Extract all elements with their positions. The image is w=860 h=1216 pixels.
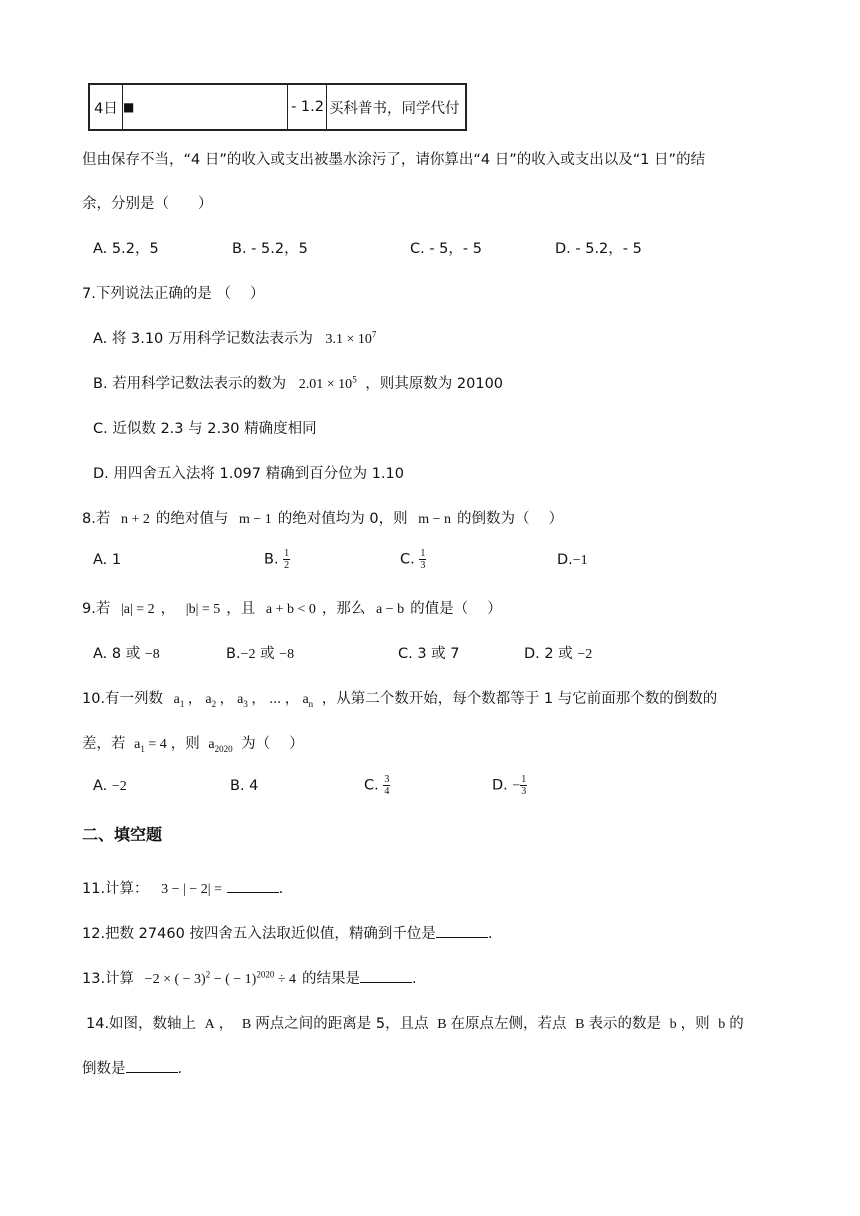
q10-line1 [82,687,717,708]
q14-var-b-2: b [718,1017,726,1032]
q10-option-b: B. 4 [230,778,259,794]
q9-b-or: 或 [260,646,275,662]
q8-c-fraction [419,548,426,571]
q13-end: . [412,971,417,987]
q9-a-label: A. 8 或 [93,646,141,662]
q9-expr3: a + b < 0 [265,602,316,617]
q10-expr1: $a_1 = 4$ [134,737,167,754]
q6-text-line1: 但由保存不当，“4 日”的收入或支出被墨水涂污了，请你算出“4 日”的收入或支出以及“1 日”的结 [82,152,706,168]
q6-option-a: A. 5.2，5 [93,241,159,257]
q9-option-b [226,642,294,663]
q10-a-math: −2 [111,779,127,794]
q11 [82,877,283,898]
q8-expr3: m − n [418,512,452,527]
q13-stem: 13.计算 [82,971,135,987]
q7-option-d: D. 用四舍五入法将 1.097 精确到百分位为 1.10 [93,466,405,482]
q9-stem-b: ，且 [226,601,256,617]
q10-option-a [93,778,127,795]
q9-stem-a: 9.若 [82,601,111,617]
q6-option-d: D. - 5.2，- 5 [555,241,642,257]
q14-e: ，则 [680,1016,710,1032]
q10-option-d [492,774,527,797]
q14-d: 表示的数是 [588,1016,661,1032]
q8-option-b [264,548,290,571]
q9-d-label: D. 2 或 [524,646,573,662]
q7-option-a [93,327,376,348]
q14-end: . [177,1061,183,1077]
section-heading: 二、填空题 [82,825,163,844]
q8-stem-d: 的倒数为（ ） [457,511,564,527]
q10-line2-a: 差，若 [82,736,126,752]
q8-stem-b: 的绝对值与 [155,511,229,527]
q7-a-exp: 7 [371,329,377,340]
q13 [82,967,417,988]
q10-d-sign: − [512,778,521,794]
q14-a: 14.如图，数轴上 [86,1016,197,1032]
q8-stem [82,507,563,528]
q7-stem: 7.下列说法正确的是 （ ） [82,286,265,302]
q8-d-label: D. [557,552,573,568]
q14-line1: 14.如图，数轴上 A ， B 两点之间的距离是 5，且点 B 在原点左侧，若点 B 表示的数是 b ，则 b 的 [86,1016,744,1032]
q6-text-line2: 余，分别是（ ） [82,196,213,212]
q10-c-fraction: $\frac{3}{4}$ [384,774,390,797]
q13-expr: −2 × ( − 3)$^2$ − ( − 1)$^{2020}$ ÷ 4 [144,969,296,987]
q9-option-c: C. 3 或 7 [398,646,460,662]
q10-stem-a: 10.有一列数 [82,691,164,707]
q13-tail: 的结果是 [302,971,360,987]
q9-d-math: −2 [577,647,593,662]
q9-option-a [93,642,160,663]
q10-d-label: D. [492,777,508,794]
q8-d-math: −1 [572,553,588,568]
q8-c-label: C. [400,551,415,568]
q14-b: 两点之间的距离是 5，且点 [255,1016,429,1032]
blotted-amount-cell [123,84,288,130]
q11-tail: . [278,881,284,897]
q7-option-b-tail: ，则其原数为 20100 [365,376,504,392]
q8-expr1: n + 2 [120,512,150,527]
q12 [82,922,493,943]
q14-var-b: b [669,1017,677,1032]
q7-option-b-math [298,374,357,392]
ledger-table [88,83,467,131]
q7-a-base: 3.1 × 10 [325,332,372,347]
q7-b-exp: 5 [352,374,357,385]
q14-point-b: B [241,1017,252,1032]
q14-line2-text: 倒数是 [82,1061,126,1077]
q9-stem-c: ，那么 [321,601,366,617]
q9-expr1: |a| = 2 [120,602,155,617]
q14-line2 [82,1057,182,1078]
q8-stem-a: 8.若 [82,511,111,527]
q10-d-fraction: $\frac{1}{3}$ [521,774,527,797]
q8-c-num: 1 [420,548,426,559]
q10-line2-c: 为（ ） [241,736,304,752]
q10-c-label: C. [364,777,379,794]
table-row [89,84,466,130]
q8-b-num: 1 [284,548,290,559]
q8-b-den: 2 [284,560,290,571]
q12-stem: 12.把数 27460 按四舍五入法取近似值，精确到千位是 [82,926,436,942]
amount-cell: - 1.2 [288,84,327,130]
q9-stem: 9.若 |a| = 2 ， |b| = 5 ，且 a + b < 0 ，那么 a − b 的值是（ ） [82,601,502,617]
ink-blot: ■ [123,100,135,114]
q10-line2 [82,732,304,753]
q7-option-b-text: B. 若用科学记数法表示的数为 [93,376,287,392]
q14-point-a: A [204,1017,215,1032]
q14-point-b-3: B [575,1017,585,1032]
q9-expr4: a − b [376,602,405,617]
q8-expr2: m − 1 [238,512,272,527]
q12-answer-blank[interactable] [436,923,488,938]
q7-option-a-math [325,329,377,347]
q11-answer-blank[interactable] [227,878,279,893]
q9-option-d [524,642,592,663]
q9-b-m1: −2 [240,647,256,662]
q7-option-c: C. 近似数 2.3 与 2.30 精确度相同 [93,421,317,437]
q8-option-c [400,548,426,571]
q8-c-den: 3 [420,560,426,571]
q10-stem-b: ，从第二个数开始，每个数都等于 1 与它前面那个数的倒数的 [321,691,718,707]
q10-option-c [364,774,390,797]
q14-c: 在原点左侧，若点 [450,1016,567,1032]
q8-b-label: B. [264,551,279,568]
q10-expr2: $a_{2020}$ [208,737,233,754]
q13-answer-blank[interactable] [360,968,412,983]
q9-b-label: B. [226,646,241,662]
q6-option-c: C. - 5，- 5 [410,241,482,257]
q7-option-b [93,372,503,393]
q9-expr2: |b| = 5 [185,602,221,617]
q8-option-d [557,552,588,569]
q10-line2-b: ，则 [170,736,200,752]
q12-tail: . [487,926,493,942]
q14-answer-blank[interactable] [126,1058,178,1073]
q11-stem: 11.计算： [82,881,149,897]
date-cell: 4日 [89,84,123,130]
q10-sequence: $a_1$ ， $a_2$ ， $a_3$ ， ⋯ ， $a_n$ [173,692,314,709]
q10-a-label: A. [93,778,108,794]
q9-stem-d: 的值是（ ） [410,601,502,617]
q14-point-b-2: B [437,1017,447,1032]
q8-b-fraction [283,548,290,571]
q8-stem-c: 的绝对值均为 0，则 [277,511,408,527]
q9-a-math: −8 [144,647,160,662]
q9-b-m2: −8 [279,647,295,662]
q7-b-base: 2.01 × 10 [298,377,353,392]
note-cell: 买科普书，同学代付 [327,84,467,130]
q7-option-a-text: A. 将 3.10 万用科学记数法表示为 [93,331,313,347]
q14-f: 的 [729,1016,744,1032]
q8-option-a: A. 1 [93,552,122,568]
q11-expr: 3 − | − 2| = [161,882,222,897]
q6-option-b: B. - 5.2，5 [232,241,308,257]
